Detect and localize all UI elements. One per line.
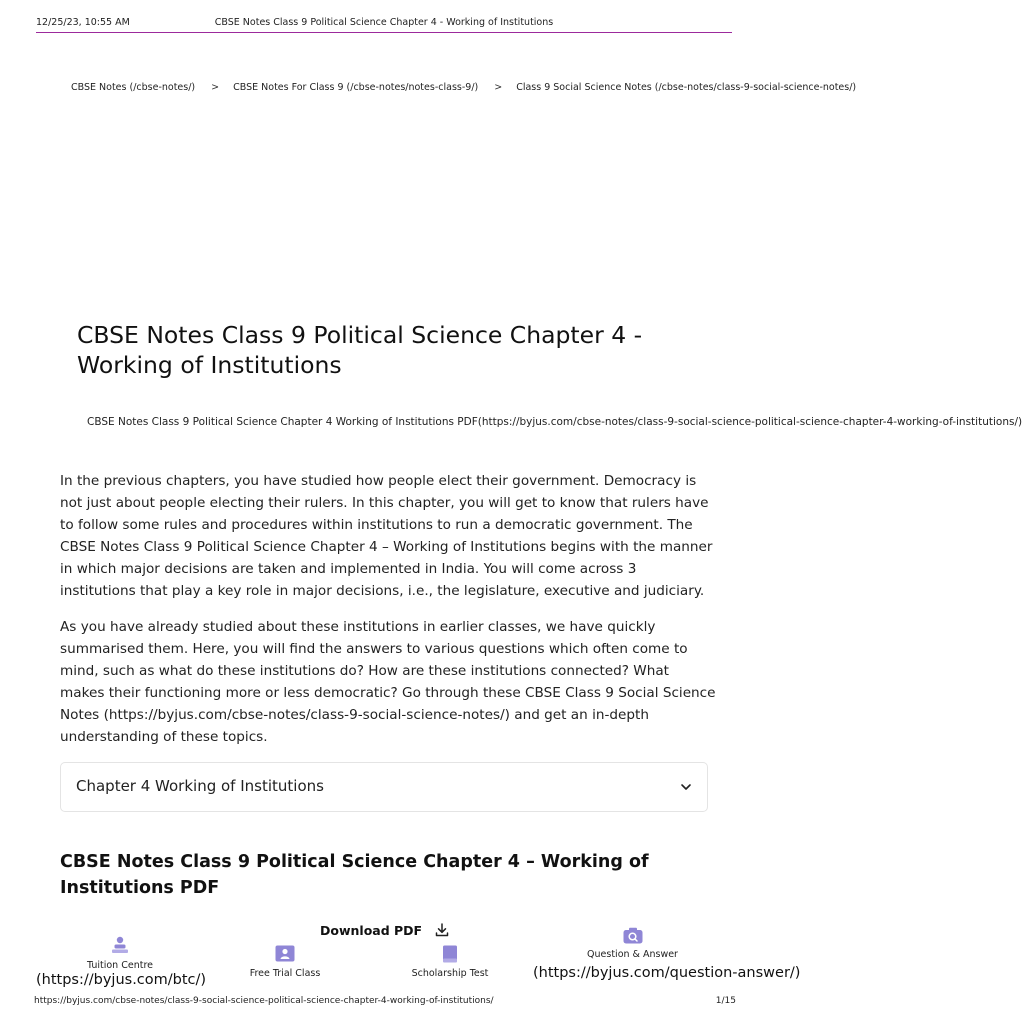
download-icon — [434, 922, 450, 938]
pdf-section-heading: CBSE Notes Class 9 Political Science Chapter 4 – Working of Institutions PDF — [60, 852, 649, 898]
print-doc-title: CBSE Notes Class 9 Political Science Chapter 4 - Working of Institutions — [214, 17, 554, 28]
breadcrumb-separator: > — [211, 82, 220, 93]
print-datetime: 12/25/23, 10:55 AM — [36, 17, 130, 28]
nav-qa-label: Question & Answer — [587, 949, 678, 960]
chapter-accordion[interactable] — [60, 762, 708, 812]
nav-tuition-centre[interactable] — [80, 934, 160, 971]
nav-scholarship-label: Scholarship Test — [411, 968, 489, 979]
nav-question-answer[interactable] — [580, 927, 685, 960]
print-footer-url: https://byjus.com/cbse-notes/class-9-social-science-political-science-chapter-4-working-of-institutions/ — [34, 996, 494, 1006]
download-pdf-button[interactable] — [320, 921, 450, 939]
intro-paragraph: In the previous chapters, you have studied how people elect their government. Democracy is not just about people electing their rulers. In this chapter, you will get to know that rulers have to follow some rules and procedures within institutions to run a democratic government. The CBSE Notes Class 9 Political Science Chapter 4 – Working of Institutions begins with the manner in which major decisions are taken and implemented in India. You will come across 3 institutions that play a key role in major decisions, i.e., the legislature, executive and judiciary. — [60, 473, 713, 599]
print-footer — [34, 996, 736, 1010]
chevron-down-icon — [679, 780, 693, 794]
nav-free-trial[interactable] — [245, 944, 325, 979]
book-icon — [440, 944, 460, 964]
page-number: 1/15 — [715, 996, 736, 1006]
breadcrumb-item-class-9[interactable]: CBSE Notes For Class 9 (/cbse-notes/notes-class-9/) — [233, 82, 479, 93]
breadcrumb — [71, 82, 857, 96]
header-divider — [36, 32, 732, 33]
nav-tuition-label: Tuition Centre — [86, 960, 153, 971]
accordion-label: Chapter 4 Working of Institutions — [76, 777, 324, 795]
camera-search-icon — [622, 927, 644, 945]
download-label: Download PDF — [320, 922, 423, 938]
print-header — [36, 15, 732, 35]
breadcrumb-item-social-science[interactable]: Class 9 Social Science Notes (/cbse-notes/class-9-social-science-notes/) — [516, 82, 857, 93]
breadcrumb-separator: > — [494, 82, 503, 93]
nav-scholarship-test[interactable] — [405, 944, 495, 979]
question-answer-url[interactable]: (https://byjus.com/question-answer/) — [533, 965, 801, 981]
pdf-link[interactable]: CBSE Notes Class 9 Political Science Chapter 4 Working of Institutions PDF(https://byjus.com/cbse-notes/class-9-social-science-political-science-chapter-4-working-of-institutions/) — [87, 416, 1022, 428]
page-title: CBSE Notes Class 9 Political Science Chapter 4 - Working of Institutions — [77, 321, 643, 379]
breadcrumb-item-cbse-notes[interactable]: CBSE Notes (/cbse-notes/) — [71, 82, 196, 93]
summary-paragraph: As you have already studied about these institutions in earlier classes, we have quickly summarised them. Here, you will find the answers to various questions which often come to mind, such as what do these institutions do? How are these institutions connected? What makes their functioning more or less democratic? Go through these CBSE Class 9 Social Science Notes (https://byjus.com/cbse-notes/class-9-social-science-notes/) and get an in-depth understanding of these topics. — [60, 619, 716, 745]
free-trial-icon — [274, 944, 296, 964]
tuition-url[interactable]: (https://byjus.com/btc/) — [36, 972, 207, 988]
nav-trial-label: Free Trial Class — [249, 968, 321, 979]
tuition-centre-icon — [109, 934, 131, 956]
